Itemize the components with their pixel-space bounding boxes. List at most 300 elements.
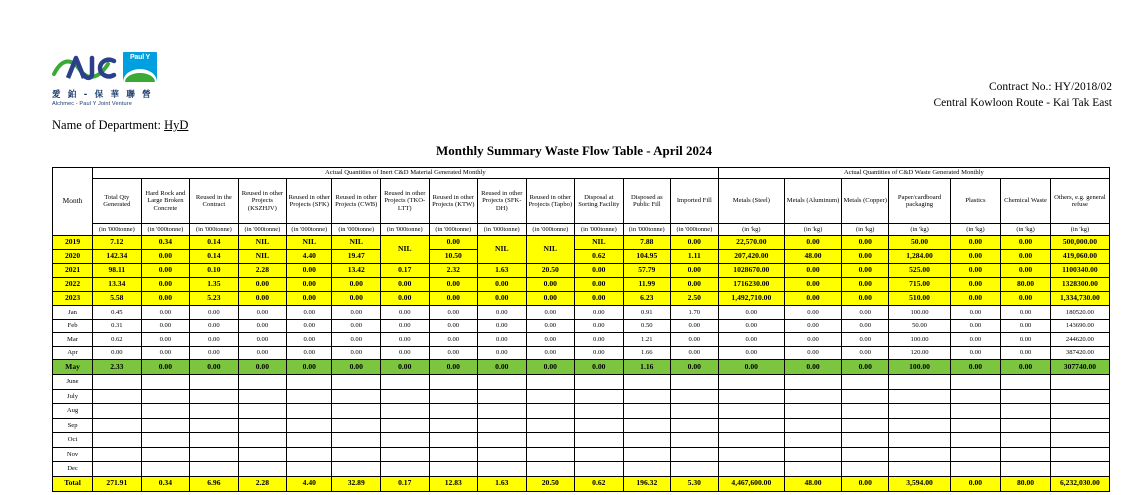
table-cell: 0.00 [671,264,719,278]
table-cell: 1.63 [478,264,527,278]
table-cell: 98.11 [93,264,142,278]
column-unit-1: (in '000tonne) [141,224,190,236]
group-header-inert: Actual Quantities of Inert C&D Material Generated Monthly [93,168,719,179]
column-unit-10: (in '000tonne) [575,224,624,236]
table-row [53,433,1110,448]
table-cell: 1716230.00 [718,278,784,292]
table-cell: 0.00 [950,319,1001,333]
column-unit-2: (in '000tonne) [190,224,239,236]
table-cell: 0.00 [381,306,430,320]
table-cell: 48.00 [785,476,842,491]
row-label: July [53,389,93,404]
table-cell [93,447,142,462]
table-cell [526,462,575,477]
table-cell: 0.00 [141,346,190,360]
row-label: Nov [53,447,93,462]
table-cell: 0.00 [381,292,430,306]
table-cell: 0.00 [950,346,1001,360]
table-cell: 0.00 [190,360,239,375]
table-cell [287,404,332,419]
table-cell [429,462,478,477]
logo-chinese-name: 愛 鉑 - 保 華 聯 營 [52,90,153,100]
table-cell [332,433,381,448]
table-cell [429,375,478,390]
column-unit-19: (in 'kg) [1050,224,1109,236]
table-cell: 0.00 [429,236,478,250]
table-cell: 0.00 [287,264,332,278]
table-cell: 0.91 [623,306,670,320]
table-cell [842,433,889,448]
table-cell: 100.00 [889,360,950,375]
pauly-logo-label: Paul Y [129,54,151,61]
table-cell [190,418,239,433]
table-cell: 48.00 [785,250,842,264]
table-cell [478,462,527,477]
table-cell [718,433,784,448]
table-cell [478,404,527,419]
table-cell: 0.34 [141,236,190,250]
table-cell: NIL [238,236,287,250]
row-label: Mar [53,333,93,347]
column-header-15: Metals (Copper) [842,179,889,224]
table-cell: 0.00 [718,306,784,320]
group-header-row [53,168,1110,179]
column-header-3: Reused in other Projects (KSZHJV) [238,179,287,224]
column-header-1: Hard Rock and Large Broken Concrete [141,179,190,224]
table-cell [381,404,430,419]
table-cell [785,447,842,462]
table-cell: 2.28 [238,476,287,491]
column-unit-5: (in '000tonne) [332,224,381,236]
table-cell: 1.66 [623,346,670,360]
table-cell [785,433,842,448]
table-cell [718,375,784,390]
table-cell: 0.00 [429,360,478,375]
table-cell: 13.34 [93,278,142,292]
table-cell: 0.00 [478,333,527,347]
table-cell: 0.00 [141,360,190,375]
table-cell: 0.00 [950,360,1001,375]
column-header-19: Others, e.g. general refuse [1050,179,1109,224]
table-cell: 0.00 [429,278,478,292]
table-cell [889,462,950,477]
table-cell [1050,418,1109,433]
table-cell [93,418,142,433]
table-row [53,375,1110,390]
table-cell [287,375,332,390]
table-cell: 0.00 [93,346,142,360]
table-cell [93,389,142,404]
table-cell [842,375,889,390]
table-cell [889,375,950,390]
table-cell: 0.14 [190,250,239,264]
table-cell: 6.23 [623,292,670,306]
table-row [53,476,1110,491]
table-cell: 0.00 [381,278,430,292]
table-row [53,333,1110,347]
page-title: Monthly Summary Waste Flow Table - April 2024 [435,143,713,158]
department-label: Name of Department: [52,118,161,132]
table-cell: 387420.00 [1050,346,1109,360]
table-head [53,168,1110,236]
pauly-logo-icon [123,52,157,82]
column-unit-15: (in 'kg) [842,224,889,236]
table-cell: 1.11 [671,250,719,264]
table-cell [842,447,889,462]
table-row [53,462,1110,477]
table-cell: 0.00 [785,346,842,360]
table-cell: 0.00 [1001,264,1051,278]
table-cell: 244620.00 [1050,333,1109,347]
table-cell [671,418,719,433]
table-cell: 0.00 [842,333,889,347]
table-cell: 0.00 [950,236,1001,250]
column-unit-17: (in 'kg) [950,224,1001,236]
table-cell: 0.00 [718,346,784,360]
table-cell [1001,389,1051,404]
table-cell [575,433,624,448]
table-cell: 0.00 [478,319,527,333]
logo-marks [52,52,162,86]
table-cell [889,433,950,448]
table-cell: 0.00 [1001,236,1051,250]
table-cell [718,418,784,433]
row-label: 2020 [53,250,93,264]
table-cell [332,462,381,477]
table-cell [671,389,719,404]
table-cell: 1.35 [190,278,239,292]
column-header-2: Reused in the Contract [190,179,239,224]
table-cell: 120.00 [889,346,950,360]
table-cell: 0.00 [238,319,287,333]
column-header-11: Disposed as Public Fill [623,179,670,224]
table-cell: 0.00 [575,360,624,375]
table-cell: 0.00 [575,346,624,360]
table-cell: 271.91 [93,476,142,491]
table-cell [889,389,950,404]
table-cell: 196.32 [623,476,670,491]
table-cell [141,462,190,477]
column-header-4: Reused in other Projects (SFK) [287,179,332,224]
table-cell [478,433,527,448]
table-cell: 1328300.00 [1050,278,1109,292]
table-cell: NIL [526,236,575,264]
table-row [53,250,1110,264]
column-header-7: Reused in other Projects (KTW) [429,179,478,224]
table-cell [575,389,624,404]
table-cell: 20.50 [526,264,575,278]
table-cell [190,404,239,419]
table-cell: 0.00 [575,333,624,347]
table-cell [332,418,381,433]
table-cell [785,418,842,433]
table-cell: 1.70 [671,306,719,320]
table-cell: 0.50 [623,319,670,333]
row-label: Feb [53,319,93,333]
table-cell [478,389,527,404]
table-body [53,236,1110,492]
table-cell [190,462,239,477]
table-cell: 1,334,730.00 [1050,292,1109,306]
table-cell: 0.00 [785,333,842,347]
table-cell [93,404,142,419]
table-cell: 180520.00 [1050,306,1109,320]
table-cell [671,447,719,462]
table-cell: 0.00 [238,278,287,292]
table-cell: 0.00 [478,292,527,306]
table-cell [1050,375,1109,390]
table-cell: 0.00 [526,333,575,347]
column-name-row [53,179,1110,224]
table-cell: 0.00 [842,292,889,306]
table-cell: 0.00 [950,476,1001,491]
table-cell: 100.00 [889,306,950,320]
table-cell [1050,433,1109,448]
table-cell [671,404,719,419]
column-unit-8: (in '000tonne) [478,224,527,236]
table-cell: 0.00 [1001,250,1051,264]
table-cell: 143690.00 [1050,319,1109,333]
table-cell [332,389,381,404]
table-cell: 0.00 [575,264,624,278]
table-row [53,292,1110,306]
waste-flow-table [52,167,1110,492]
table-cell [575,462,624,477]
table-cell: 0.00 [785,236,842,250]
column-header-5: Reused in other Projects (CWB) [332,179,381,224]
table-cell: 80.00 [1001,476,1051,491]
column-unit-11: (in '000tonne) [623,224,670,236]
row-label: Apr [53,346,93,360]
table-cell: 1.63 [478,476,527,491]
column-unit-12: (in '000tonne) [671,224,719,236]
table-cell: 0.00 [671,236,719,250]
table-cell: 0.00 [842,264,889,278]
table-cell [718,389,784,404]
table-cell: 4,467,600.00 [718,476,784,491]
table-cell: 10.50 [429,250,478,264]
table-cell: 0.00 [287,333,332,347]
table-cell: 2.28 [238,264,287,278]
table-cell: 0.00 [575,319,624,333]
department-line [52,118,188,133]
table-cell: 50.00 [889,236,950,250]
table-cell [332,404,381,419]
table-cell: 104.95 [623,250,670,264]
table-cell: 0.17 [381,264,430,278]
table-cell [526,404,575,419]
table-cell: 5.58 [93,292,142,306]
table-cell [842,389,889,404]
column-header-13: Metals (Steel) [718,179,784,224]
table-cell: 80.00 [1001,278,1051,292]
table-cell: 0.00 [332,278,381,292]
table-cell: 0.00 [381,360,430,375]
table-cell: 0.00 [950,292,1001,306]
column-unit-14: (in 'kg) [785,224,842,236]
table-cell [718,404,784,419]
row-label: 2019 [53,236,93,250]
table-cell: 0.00 [190,319,239,333]
table-cell: 0.00 [950,278,1001,292]
table-cell: 0.00 [287,360,332,375]
table-cell [671,462,719,477]
table-cell: 1.16 [623,360,670,375]
table-cell: 6.96 [190,476,239,491]
table-cell: 1100340.00 [1050,264,1109,278]
table-cell [1050,389,1109,404]
table-cell [287,447,332,462]
table-cell: 2.32 [429,264,478,278]
table-cell [575,404,624,419]
table-cell: 0.00 [718,360,784,375]
table-cell [381,462,430,477]
table-cell: 0.00 [842,346,889,360]
table-cell: 0.00 [287,278,332,292]
table-cell [141,375,190,390]
table-cell: 207,420.00 [718,250,784,264]
table-cell: 0.00 [287,346,332,360]
table-cell [785,462,842,477]
table-cell: 0.00 [785,360,842,375]
table-cell: 7.88 [623,236,670,250]
department-value: HyD [164,118,189,132]
table-cell: 0.00 [1001,292,1051,306]
table-cell: 19.47 [332,250,381,264]
table-cell: 0.00 [785,319,842,333]
table-cell: 0.00 [950,333,1001,347]
table-cell [889,404,950,419]
table-cell: 0.00 [141,306,190,320]
table-cell [429,389,478,404]
table-cell [950,433,1001,448]
table-cell: NIL [287,236,332,250]
table-cell: 0.00 [429,346,478,360]
table-cell: 0.00 [842,360,889,375]
table-cell [429,404,478,419]
table-cell: 0.00 [381,346,430,360]
table-cell [238,433,287,448]
table-cell: 0.00 [842,319,889,333]
table-row [53,447,1110,462]
table-cell: 0.00 [190,333,239,347]
table-cell: 0.10 [190,264,239,278]
table-cell: 525.00 [889,264,950,278]
table-cell: 0.00 [842,278,889,292]
table-cell [950,404,1001,419]
table-cell [287,389,332,404]
column-header-6: Reused in other Projects (TKO-LTT) [381,179,430,224]
column-header-17: Plastics [950,179,1001,224]
table-cell: 0.62 [93,333,142,347]
table-cell [1050,404,1109,419]
ajc-logo-icon [52,52,118,84]
logo-english-name: Alchmec - Paul Y Joint Venture [52,101,132,107]
table-cell [141,418,190,433]
table-cell: 0.00 [842,306,889,320]
table-cell [623,404,670,419]
table-cell [785,389,842,404]
table-cell: 0.62 [575,476,624,491]
table-cell: 0.00 [429,306,478,320]
table-cell [526,375,575,390]
table-cell: 12.83 [429,476,478,491]
table-cell: 0.00 [1001,346,1051,360]
table-cell: 0.00 [842,476,889,491]
row-label: Dec [53,462,93,477]
table-cell: 0.00 [238,333,287,347]
contract-number: Contract No.: HY/2018/02 [989,81,1112,93]
table-cell [381,418,430,433]
table-cell [190,375,239,390]
table-cell: 0.45 [93,306,142,320]
table-cell: 0.00 [429,292,478,306]
table-cell: 0.00 [526,319,575,333]
table-cell [287,462,332,477]
table-cell: 0.00 [141,333,190,347]
table-cell [190,389,239,404]
table-row [53,319,1110,333]
table-cell: 419,060.00 [1050,250,1109,264]
table-cell [1001,447,1051,462]
table-cell: 0.00 [950,264,1001,278]
table-cell [238,389,287,404]
table-row [53,418,1110,433]
table-cell: 0.00 [141,319,190,333]
table-row [53,264,1110,278]
table-row [53,360,1110,375]
table-cell: 0.00 [287,306,332,320]
table-cell [141,389,190,404]
table-cell: 0.00 [429,319,478,333]
table-cell [1001,404,1051,419]
table-cell: 0.14 [190,236,239,250]
table-cell [93,375,142,390]
table-cell: 11.99 [623,278,670,292]
table-cell [238,462,287,477]
table-cell: 0.00 [671,346,719,360]
table-cell [575,447,624,462]
table-cell: 0.00 [478,360,527,375]
table-cell: 0.00 [950,250,1001,264]
table-cell: 57.79 [623,264,670,278]
table-cell [478,418,527,433]
table-cell: 0.00 [478,306,527,320]
column-header-9: Reused in other Projects (Tapbo) [526,179,575,224]
table-cell: 0.00 [785,292,842,306]
table-cell [623,447,670,462]
table-cell: 7.12 [93,236,142,250]
table-cell [526,389,575,404]
table-cell: 0.00 [575,278,624,292]
table-cell: 0.00 [785,264,842,278]
table-cell [1001,433,1051,448]
row-label: Sep [53,418,93,433]
table-cell: 0.00 [785,278,842,292]
table-cell: 22,570.00 [718,236,784,250]
table-cell [623,375,670,390]
table-cell [190,433,239,448]
row-label: Aug [53,404,93,419]
table-cell [478,447,527,462]
table-cell: 50.00 [889,319,950,333]
table-cell [1050,462,1109,477]
table-cell: 0.34 [141,476,190,491]
table-cell: 1,284.00 [889,250,950,264]
group-header-cd-waste: Actual Quantities of C&D Waste Generated Monthly [718,168,1109,179]
table-cell: 5.30 [671,476,719,491]
table-cell [575,418,624,433]
